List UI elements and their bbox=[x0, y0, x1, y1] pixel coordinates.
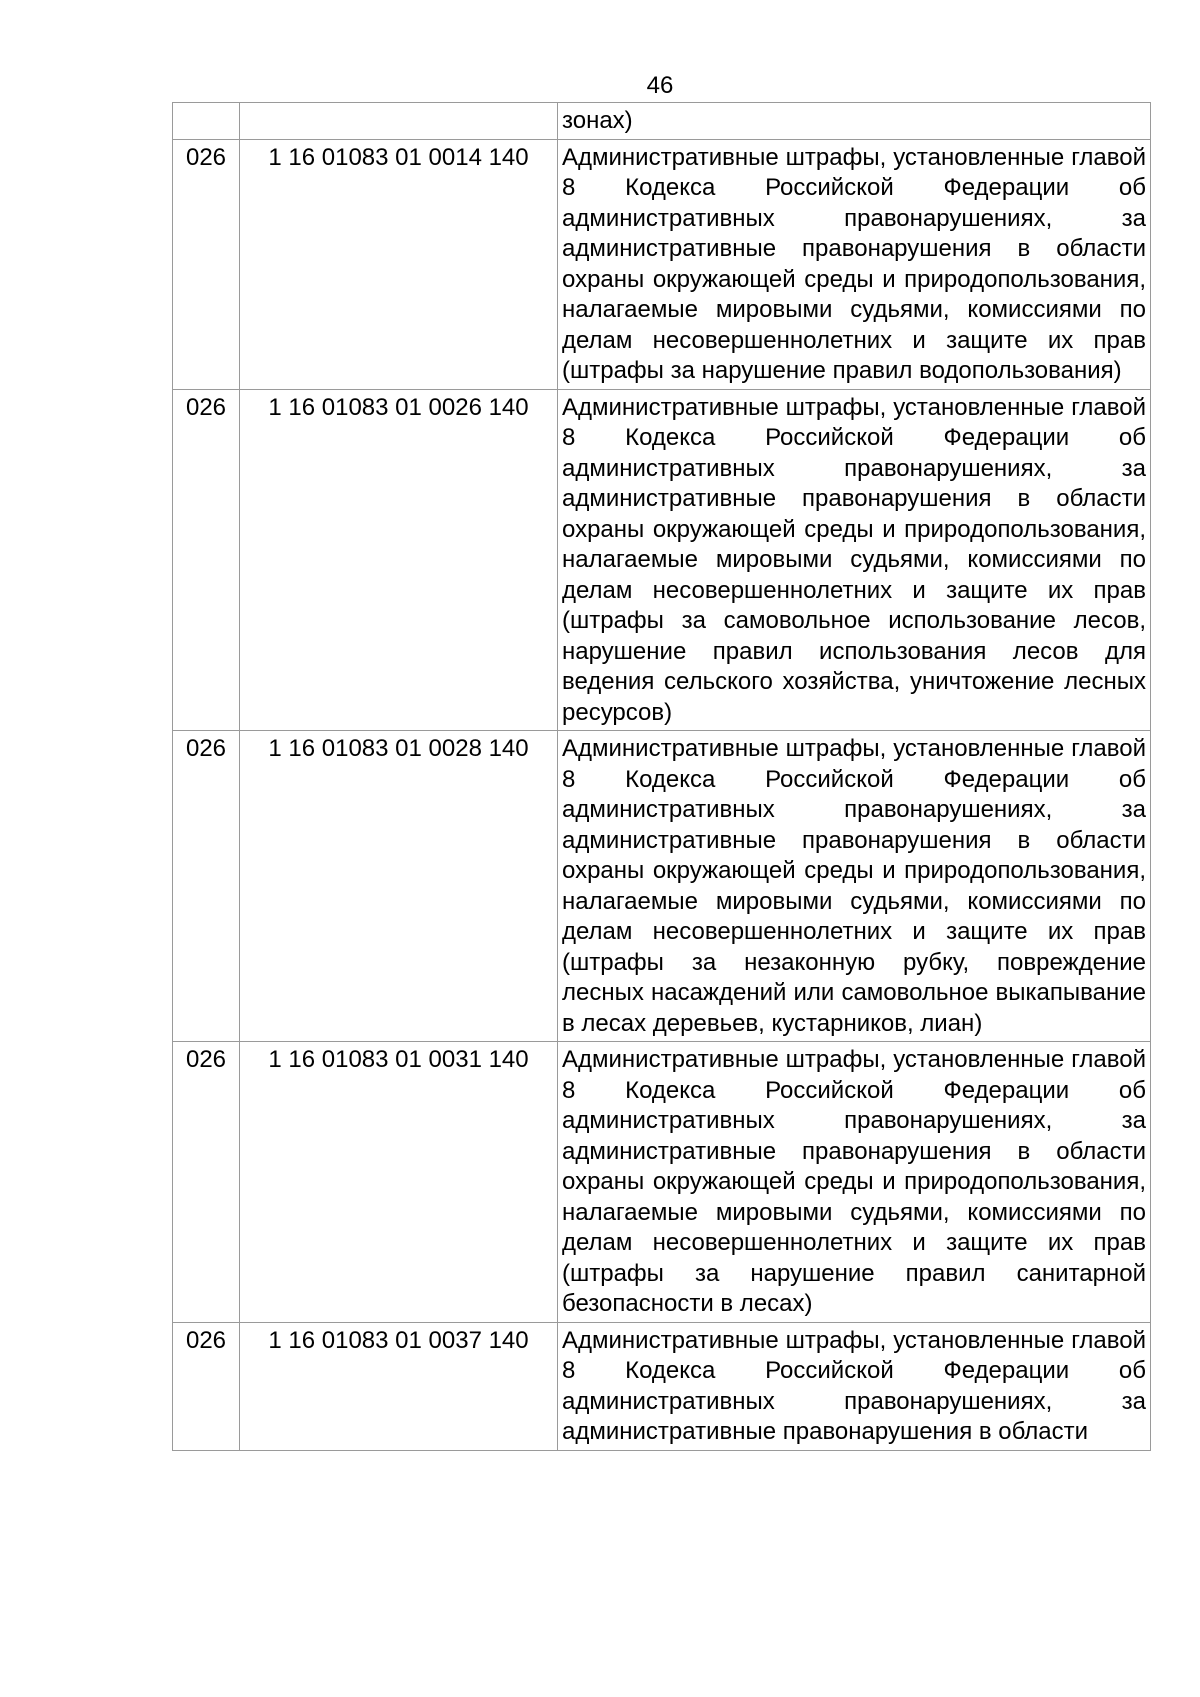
budget-code-cell: 1 16 01083 01 0026 140 bbox=[240, 389, 558, 731]
admin-code-cell: 026 bbox=[173, 139, 240, 389]
admin-code-cell: 026 bbox=[173, 731, 240, 1042]
budget-code-cell: 1 16 01083 01 0028 140 bbox=[240, 731, 558, 1042]
table-row bbox=[173, 389, 1151, 731]
budget-code-cell: 1 16 01083 01 0037 140 bbox=[240, 1322, 558, 1450]
budget-code-cell bbox=[240, 103, 558, 140]
admin-code-cell: 026 bbox=[173, 1322, 240, 1450]
table-row bbox=[173, 731, 1151, 1042]
description-cell: Административные штрафы, установленные главой 8 Кодекса Российской Федерации об административных правонарушениях, за административные правонарушения в области охраны окружающей среды и природопользования, налагаемые мировыми судьями, комиссиями по делам несовершеннолетних и защите их прав (штрафы за незаконную рубку, повреждение лесных насаждений или самовольное выкапывание в лесах деревьев, кустарников, лиан) bbox=[558, 731, 1151, 1042]
description-cell: Административные штрафы, установленные главой 8 Кодекса Российской Федерации об административных правонарушениях, за административные правонарушения в области bbox=[558, 1322, 1151, 1450]
description-cell: Административные штрафы, установленные главой 8 Кодекса Российской Федерации об административных правонарушениях, за административные правонарушения в области охраны окружающей среды и природопользования, налагаемые мировыми судьями, комиссиями по делам несовершеннолетних и защите их прав (штрафы за самовольное использование лесов, нарушение правил использования лесов для ведения сельского хозяйства, уничтожение лесных ресурсов) bbox=[558, 389, 1151, 731]
budget-code-cell: 1 16 01083 01 0014 140 bbox=[240, 139, 558, 389]
budget-code-cell: 1 16 01083 01 0031 140 bbox=[240, 1042, 558, 1323]
description-cell: зонах) bbox=[558, 103, 1151, 140]
page-number: 46 bbox=[646, 72, 674, 99]
description-cell: Административные штрафы, установленные главой 8 Кодекса Российской Федерации об административных правонарушениях, за административные правонарушения в области охраны окружающей среды и природопользования, налагаемые мировыми судьями, комиссиями по делам несовершеннолетних и защите их прав (штрафы за нарушение правил водопользования) bbox=[558, 139, 1151, 389]
admin-code-cell: 026 bbox=[173, 389, 240, 731]
table-row bbox=[173, 103, 1151, 140]
table-row bbox=[173, 139, 1151, 389]
description-cell: Административные штрафы, установленные главой 8 Кодекса Российской Федерации об административных правонарушениях, за административные правонарушения в области охраны окружающей среды и природопользования, налагаемые мировыми судьями, комиссиями по делам несовершеннолетних и защите их прав (штрафы за нарушение правил санитарной безопасности в лесах) bbox=[558, 1042, 1151, 1323]
admin-code-cell: 026 bbox=[173, 1042, 240, 1323]
budget-codes-table bbox=[172, 102, 1151, 1451]
table-row bbox=[173, 1322, 1151, 1450]
table-row bbox=[173, 1042, 1151, 1323]
admin-code-cell bbox=[173, 103, 240, 140]
